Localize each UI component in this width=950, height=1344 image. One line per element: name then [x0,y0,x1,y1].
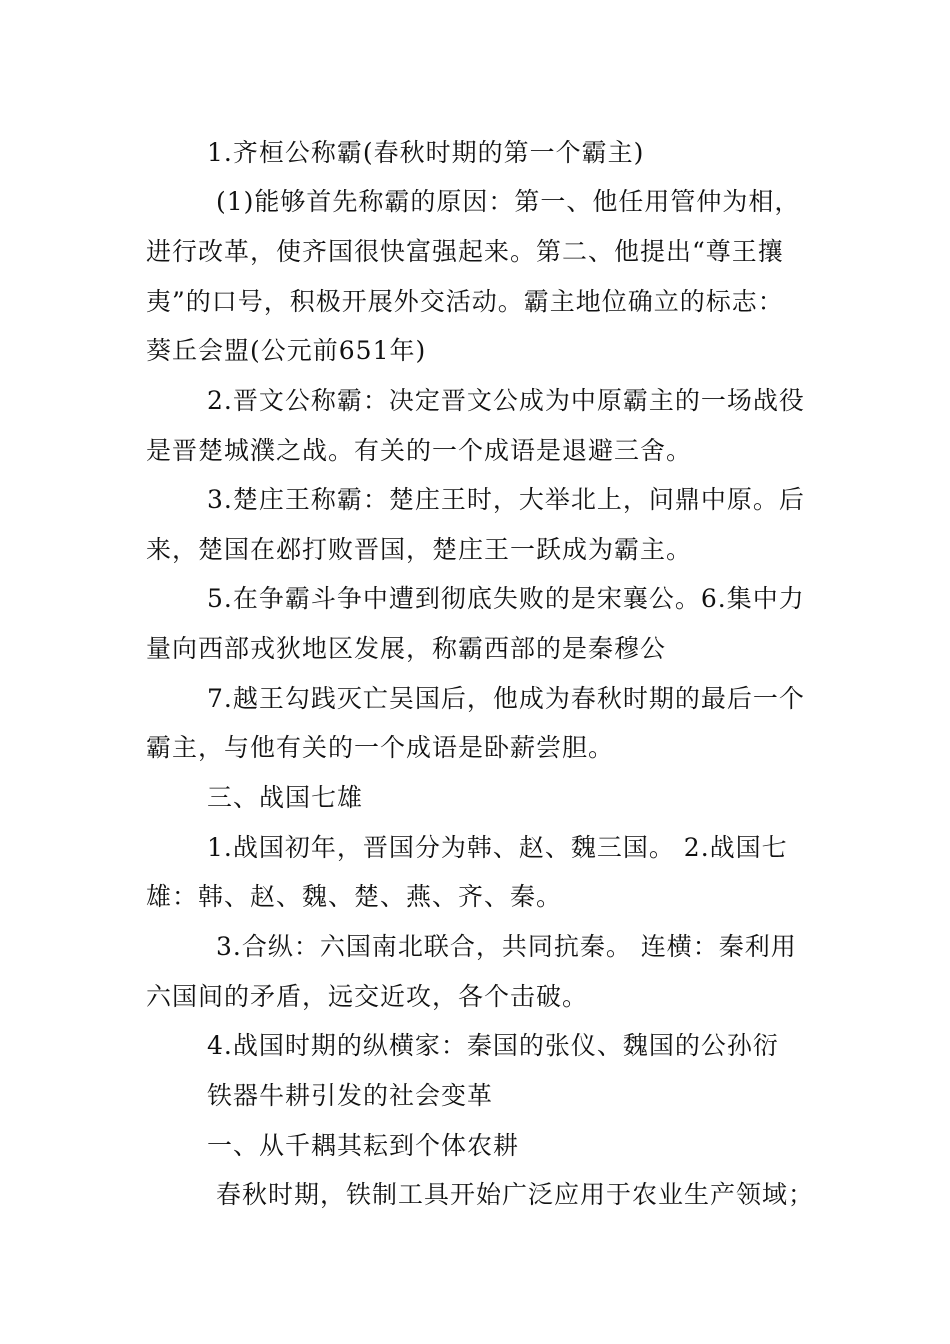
paragraph-line: 六国间的矛盾，远交近攻，各个击破。 [146,982,589,1011]
paragraph-line: 3.合纵：六国南北联合，共同抗秦。 连横：秦利用 [216,932,797,961]
paragraph-line: 4.战国时期的纵横家：秦国的张仪、魏国的公孙衍 [207,1031,779,1060]
paragraph-line: (1)能够首先称霸的原因：第一、他任用管仲为相， [216,187,801,216]
paragraph-line: 5.在争霸斗争中遭到彻底失败的是宋襄公。6.集中力 [207,584,805,613]
paragraph-line: 2.晋文公称霸：决定晋文公成为中原霸主的一场战役 [207,386,805,415]
paragraph-line: 1.齐桓公称霸(春秋时期的第一个霸主) [207,138,645,167]
paragraph-line: 雄：韩、赵、魏、楚、燕、齐、秦。 [146,882,563,911]
paragraph-line: 是晋楚城濮之战。有关的一个成语是退避三舍。 [146,436,693,465]
paragraph-line: 进行改革，使齐国很快富强起来。第二、他提出“尊王攘 [146,237,784,266]
paragraph-line: 7.越王勾践灭亡吴国后，他成为春秋时期的最后一个 [207,684,805,713]
paragraph-line: 夷”的口号，积极开展外交活动。霸主地位确立的标志： [146,287,784,316]
paragraph-line: 1.战国初年，晋国分为韩、赵、魏三国。 2.战国七 [207,833,788,862]
paragraph-line: 3.楚庄王称霸：楚庄王时，大举北上，问鼎中原。后 [207,485,805,514]
section-heading: 铁器牛耕引发的社会变革 [207,1081,494,1110]
section-heading: 三、战国七雄 [207,783,364,812]
paragraph-line: 来，楚国在邲打败晋国，楚庄王一跃成为霸主。 [146,535,693,564]
paragraph-line: 葵丘会盟(公元前651年) [146,336,427,365]
section-heading: 一、从千耦其耘到个体农耕 [207,1131,520,1160]
paragraph-line: 春秋时期，铁制工具开始广泛应用于农业生产领域； [216,1180,815,1209]
paragraph-line: 霸主，与他有关的一个成语是卧薪尝胆。 [146,733,615,762]
paragraph-line: 量向西部戎狄地区发展，称霸西部的是秦穆公 [146,634,667,663]
